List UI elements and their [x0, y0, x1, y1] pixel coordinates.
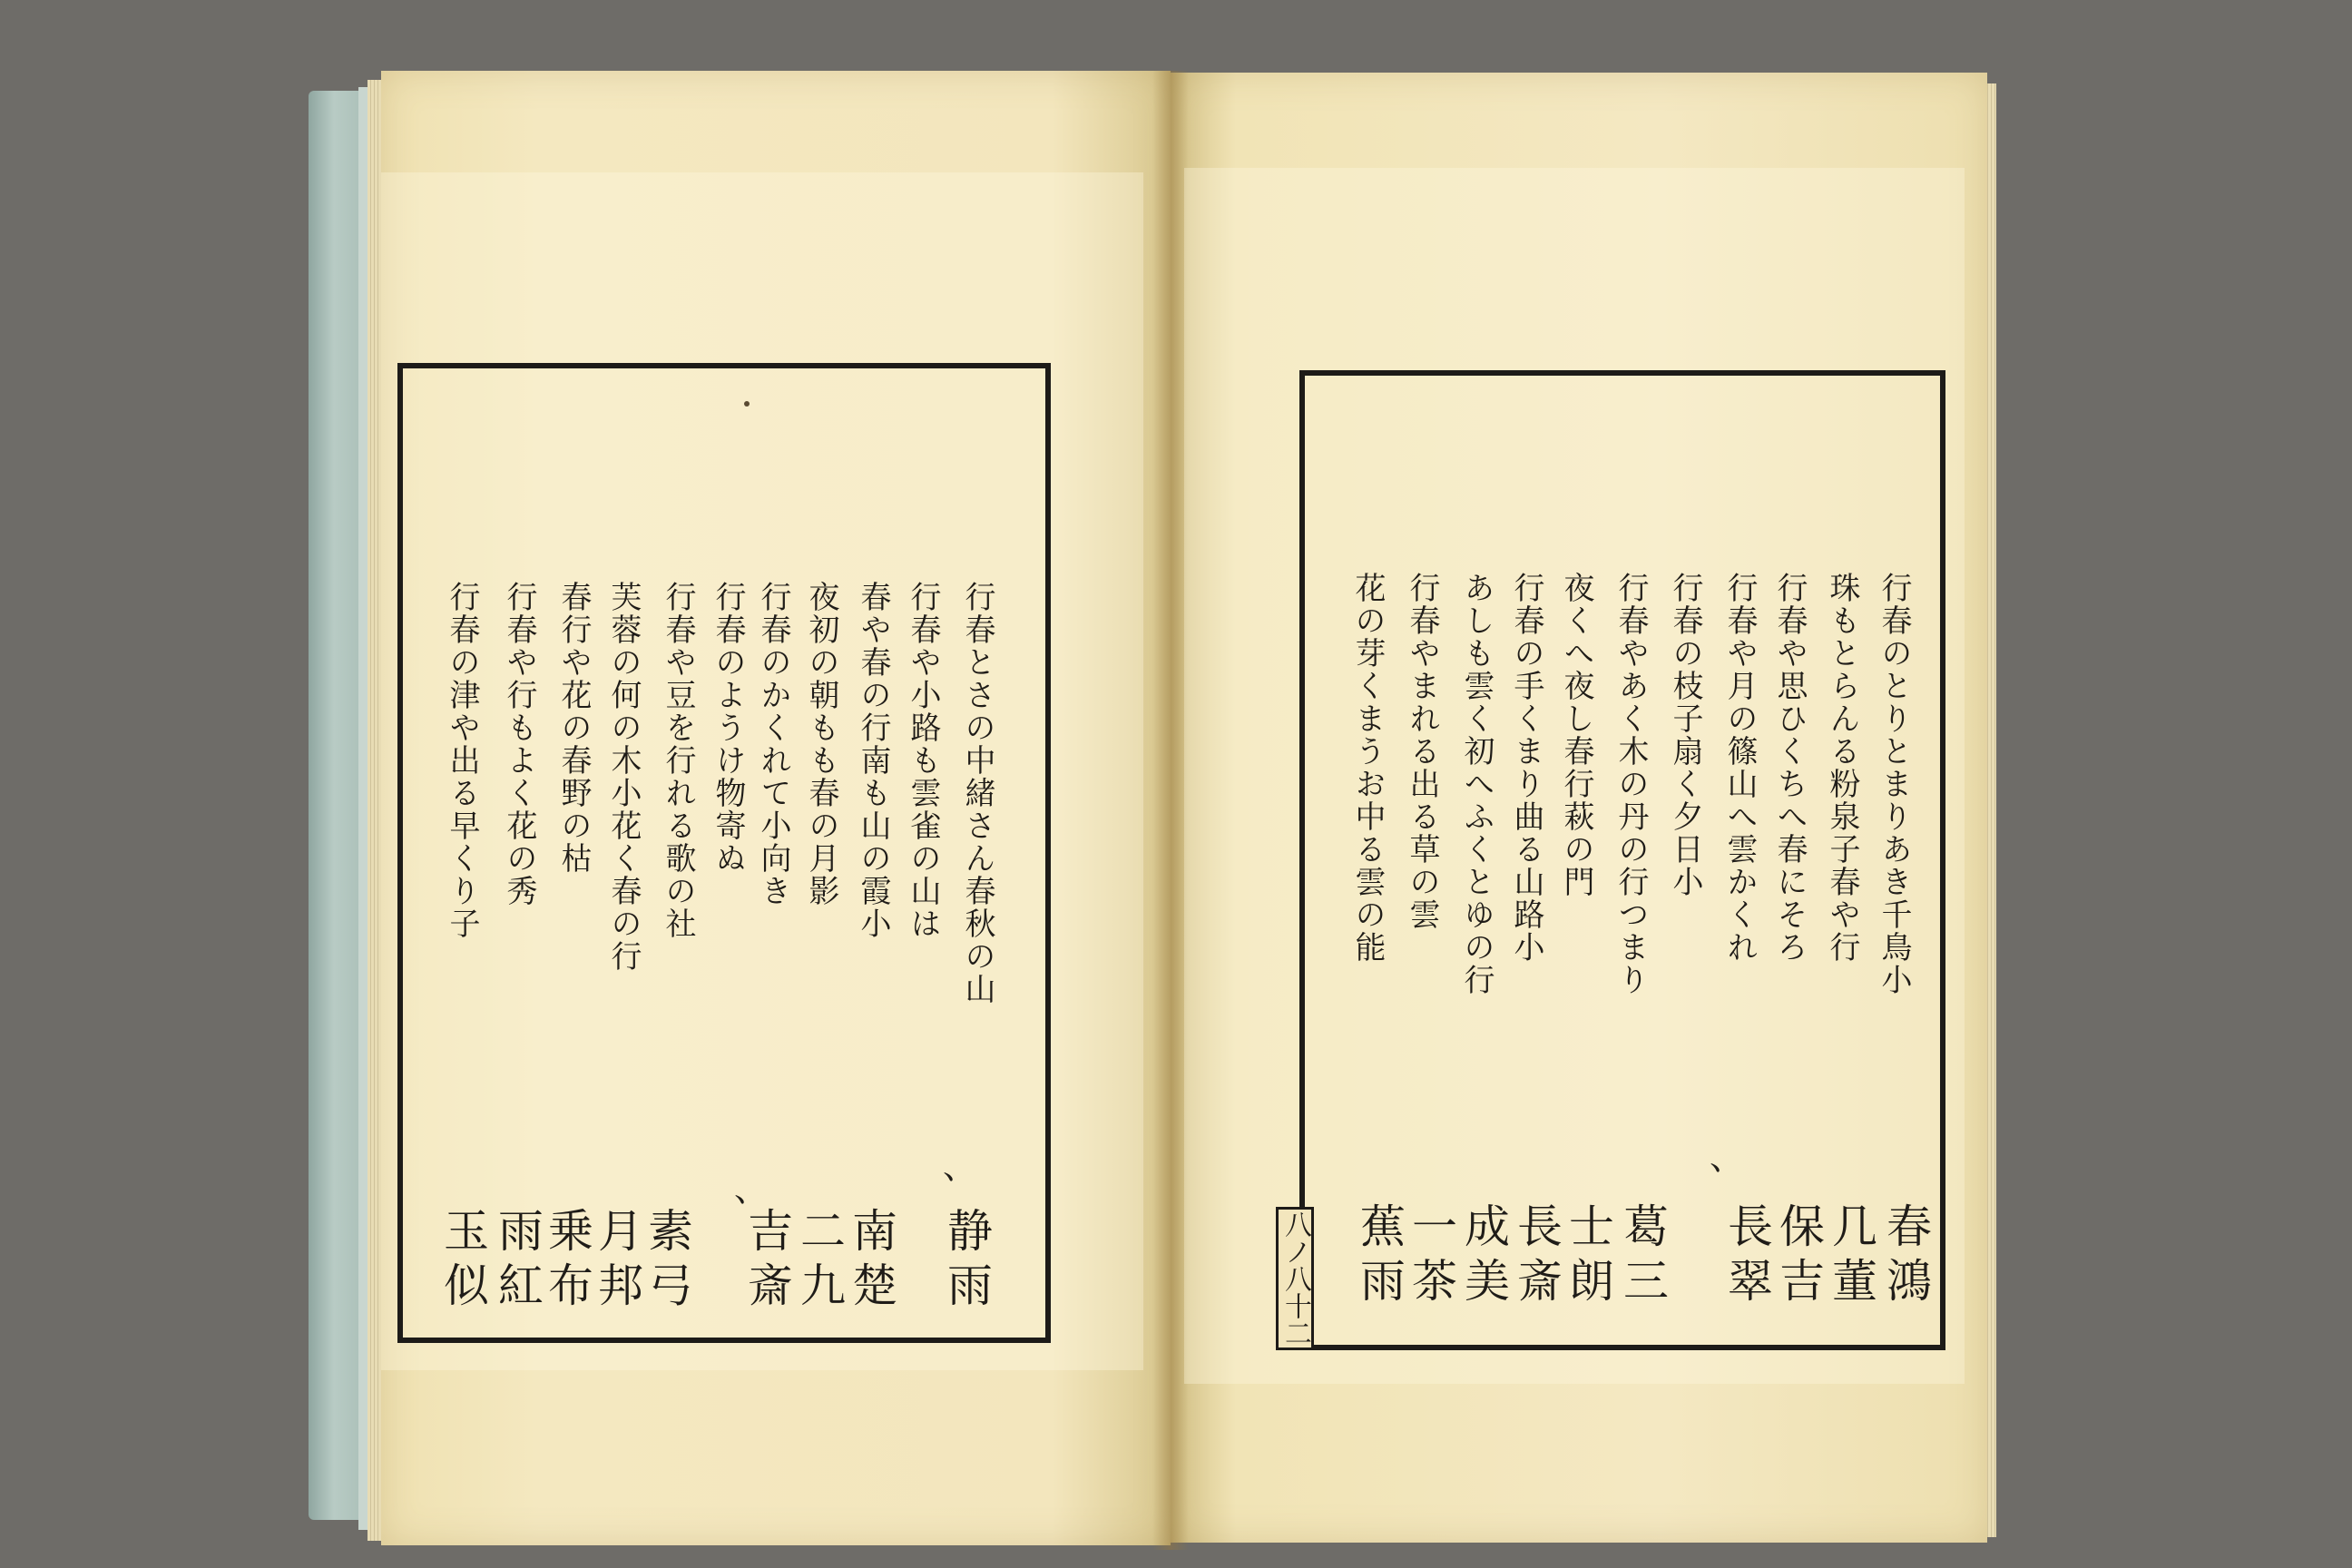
author-mark: 、	[1681, 1161, 1722, 1207]
author-mark: 、	[705, 1193, 747, 1239]
poem-line: 行春とさの中緒さん春秋の山	[959, 581, 995, 1005]
author-name: 長斎	[1510, 1202, 1563, 1311]
poem-line: 夜初の朝もも春の月影	[803, 581, 839, 907]
poem-line: 行春や小路も雲雀の山は	[905, 581, 941, 940]
author-name: 静雨	[940, 1207, 993, 1316]
author-name: 乗布	[541, 1207, 593, 1316]
poem-line: 行春や行もよく花の秀	[501, 581, 537, 907]
poem-line: 行春のとりとまりあき千鳥小	[1876, 572, 1912, 996]
poem-line: 行春のかくれて小向き	[755, 581, 791, 907]
poem-line: あしも雲く初へふくとゆの行	[1458, 572, 1494, 996]
author-name: 士朗	[1562, 1202, 1614, 1311]
author-mark: 、	[914, 1171, 956, 1216]
author-name: 素弓	[641, 1207, 693, 1316]
author-name: 一茶	[1405, 1202, 1457, 1311]
poem-line: 花の芽くまうお中る雲の能	[1349, 572, 1386, 964]
author-name: 蕉雨	[1353, 1202, 1406, 1311]
poem-line: 春行や花の春野の枯	[555, 581, 592, 875]
poem-line: 行春のようけ物寄ぬ	[710, 581, 746, 875]
poem-line: 行春の津や出る早くり子	[444, 581, 480, 940]
author-name: 南楚	[845, 1207, 897, 1316]
poem-line: 行春や月の篠山へ雲かくれ	[1721, 572, 1758, 964]
poem-line: 夜くへ夜し春行萩の門	[1558, 572, 1594, 898]
author-name: 雨紅	[491, 1207, 544, 1316]
author-name: 成美	[1457, 1202, 1510, 1311]
author-name: 春鴻	[1879, 1202, 1932, 1311]
poem-line: 行春やまれる出る草の雲	[1404, 572, 1440, 931]
author-name: 吉斎	[740, 1207, 793, 1316]
author-name: 月邦	[591, 1207, 643, 1316]
poem-line: 行春の手くまり曲る山路小	[1508, 572, 1544, 964]
paper-speck	[744, 401, 750, 407]
poem-line: 行春や思ひくちへ春にそろ	[1771, 572, 1808, 964]
poem-line: 珠もとらんる粉泉子春や行	[1824, 572, 1860, 964]
author-name: 几董	[1825, 1202, 1877, 1311]
author-name: 長翠	[1720, 1202, 1773, 1311]
author-name: 葛三	[1616, 1202, 1669, 1311]
folio-page-number: 八ノ八十二	[1276, 1207, 1314, 1350]
poem-line: 春や春の行南も山の霞小	[855, 581, 891, 940]
poem-line: 行春の枝子扇く夕日小	[1667, 572, 1703, 898]
author-name: 二九	[793, 1207, 846, 1316]
poem-line: 芙蓉の何の木小花く春の行	[605, 581, 642, 973]
author-name: 玉似	[436, 1207, 489, 1316]
book-gutter	[1152, 71, 1189, 1550]
poem-line: 行春やあく木の丹の行つまり	[1612, 572, 1649, 996]
author-name: 保吉	[1772, 1202, 1825, 1311]
poem-line: 行春や豆を行れる歌の社	[660, 581, 696, 940]
